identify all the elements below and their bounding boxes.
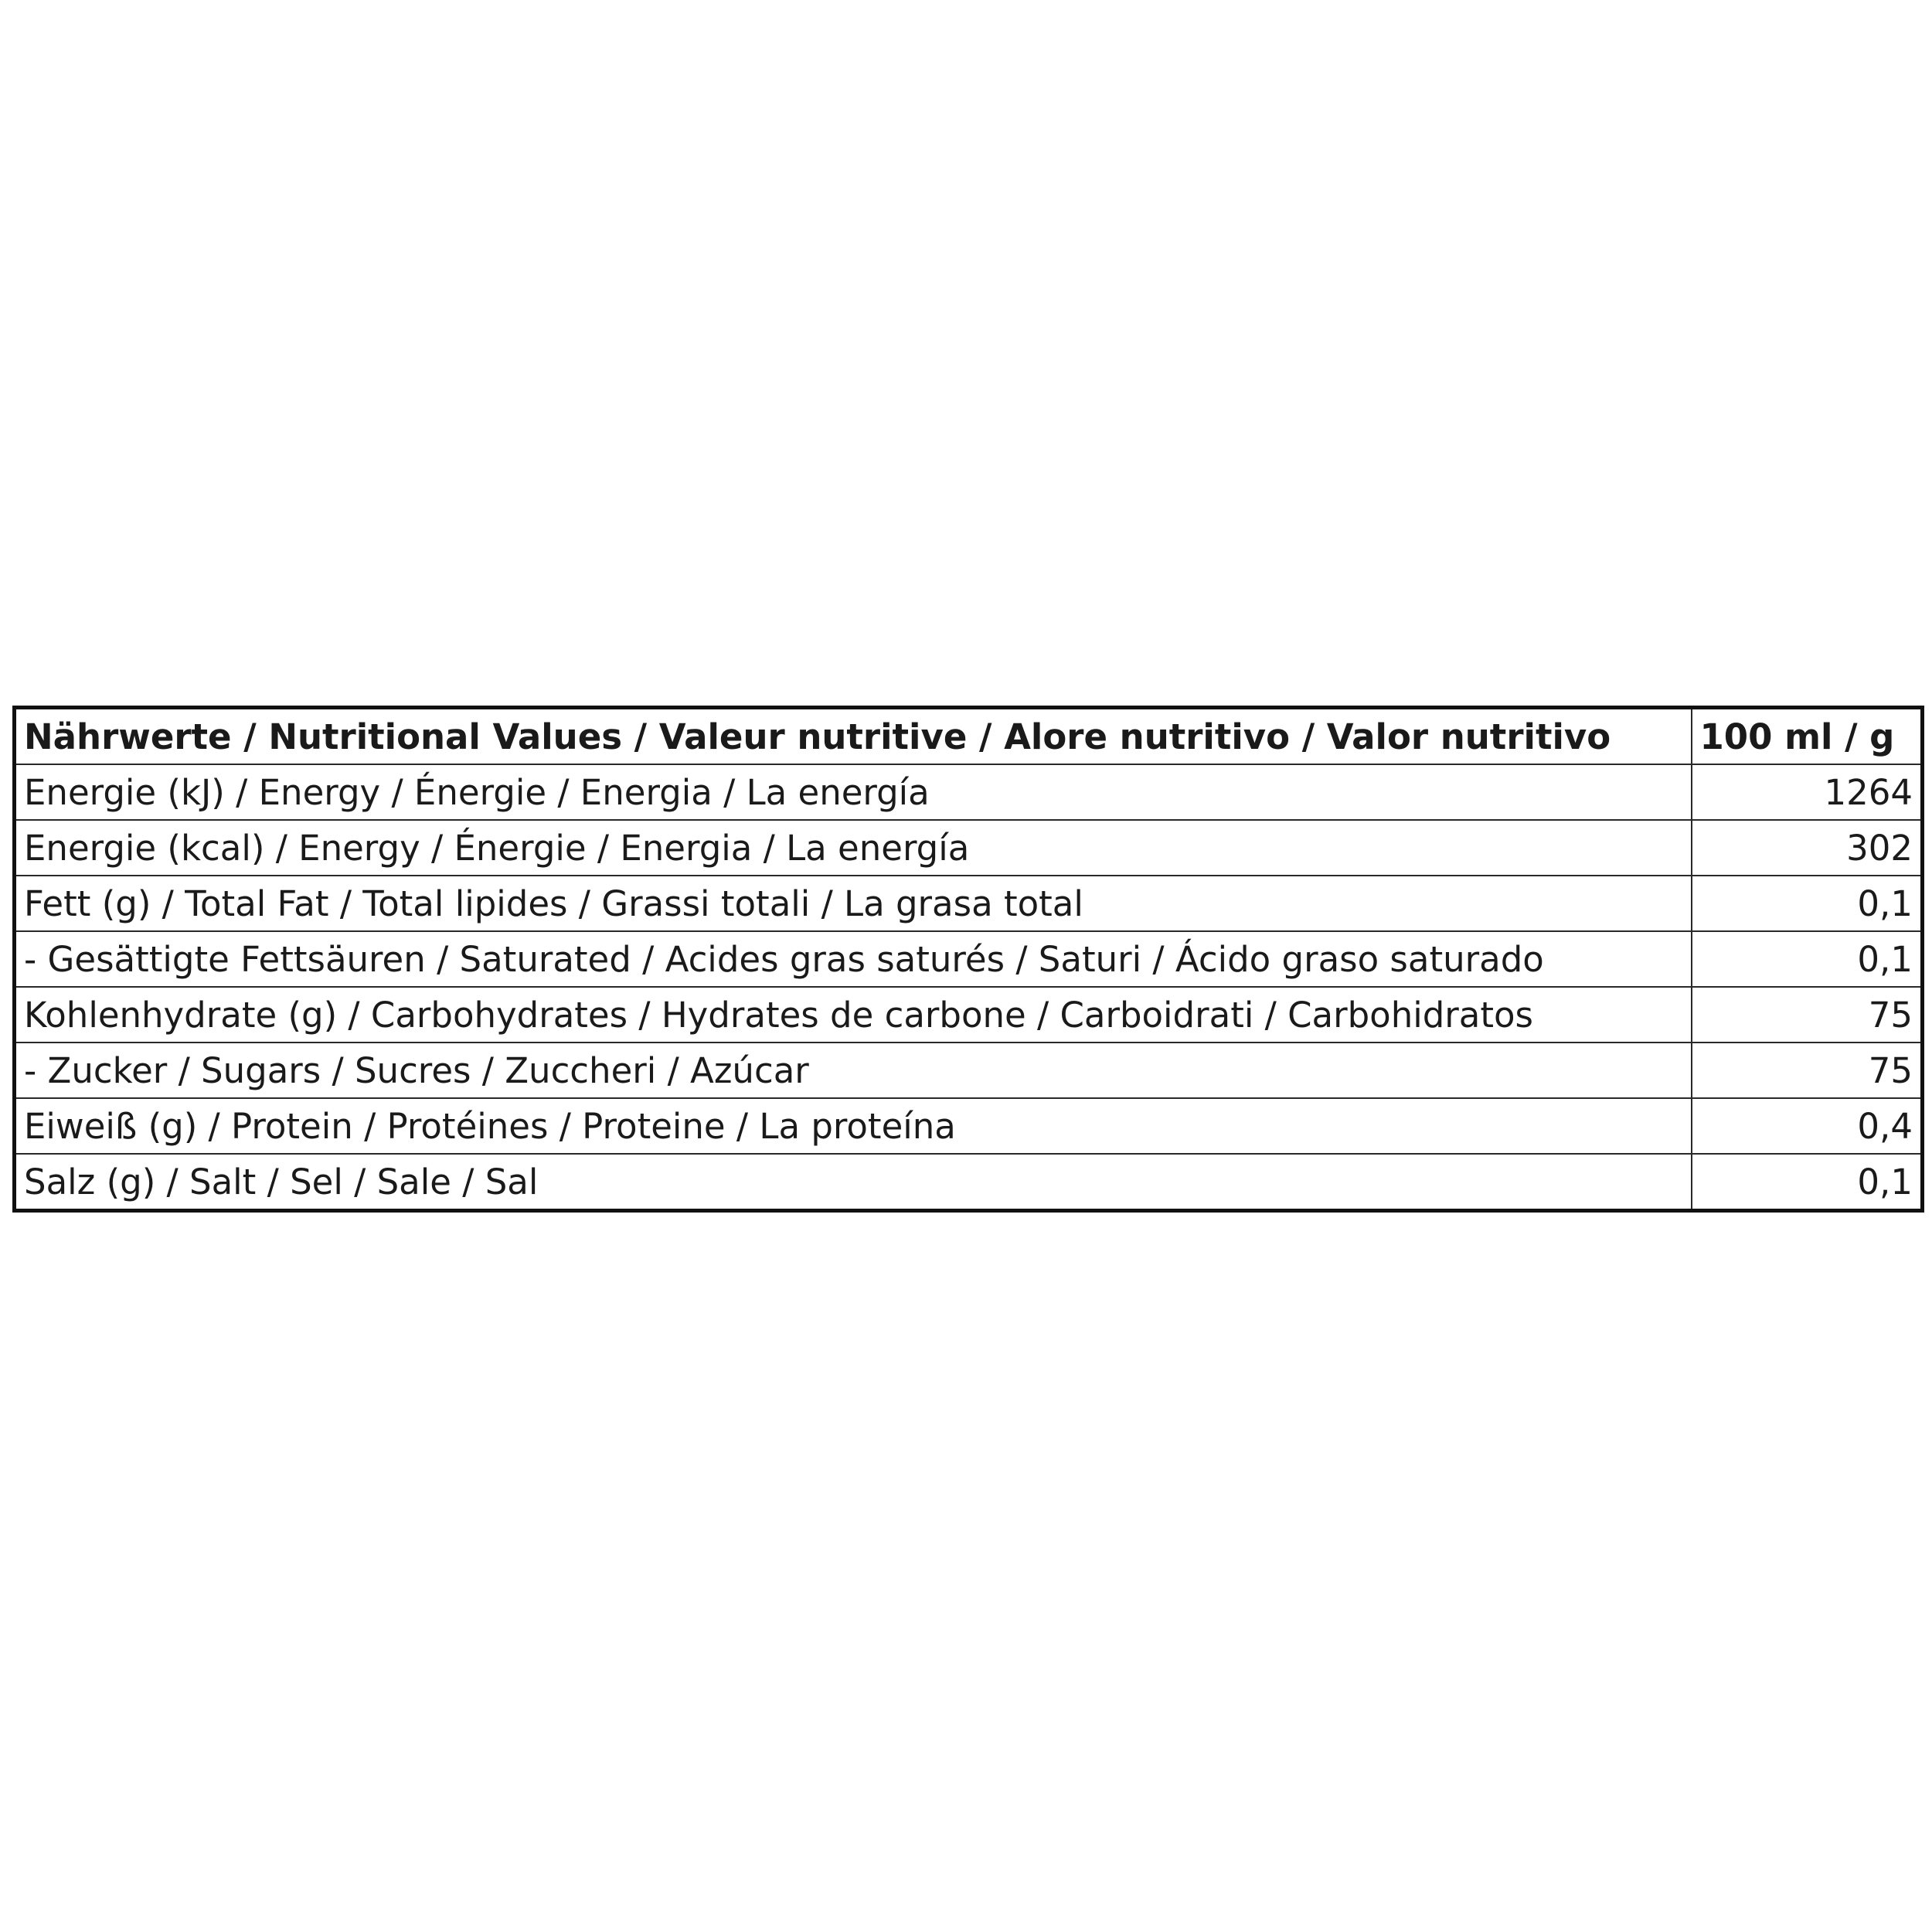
table-row <box>15 1098 1923 1154</box>
header-unit: 100 ml / g <box>1692 708 1923 765</box>
nutrition-table <box>12 706 1924 1213</box>
table-row <box>15 764 1923 820</box>
row-label: Energie (kcal) / Energy / Énergie / Energia / La energía <box>15 820 1692 876</box>
row-label: Eiweiß (g) / Protein / Protéines / Proteine / La proteína <box>15 1098 1692 1154</box>
table-row <box>15 1043 1923 1098</box>
row-value: 0,4 <box>1692 1098 1923 1154</box>
table-header-row <box>15 708 1923 765</box>
row-value: 1264 <box>1692 764 1923 820</box>
row-value: 75 <box>1692 1043 1923 1098</box>
table-row <box>15 931 1923 987</box>
header-label: Nährwerte / Nutritional Values / Valeur nutritive / Alore nutritivo / Valor nutritivo <box>15 708 1692 765</box>
row-label: Salz (g) / Salt / Sel / Sale / Sal <box>15 1154 1692 1211</box>
table-row <box>15 987 1923 1043</box>
row-label: Energie (kJ) / Energy / Énergie / Energia / La energía <box>15 764 1692 820</box>
table-row <box>15 876 1923 931</box>
row-value: 0,1 <box>1692 876 1923 931</box>
row-label: Kohlenhydrate (g) / Carbohydrates / Hydrates de carbone / Carboidrati / Carbohidratos <box>15 987 1692 1043</box>
row-value: 0,1 <box>1692 931 1923 987</box>
row-label: - Zucker / Sugars / Sucres / Zuccheri / Azúcar <box>15 1043 1692 1098</box>
table-row <box>15 820 1923 876</box>
row-label: Fett (g) / Total Fat / Total lipides / Grassi totali / La grasa total <box>15 876 1692 931</box>
row-value: 75 <box>1692 987 1923 1043</box>
row-value: 0,1 <box>1692 1154 1923 1211</box>
table-row <box>15 1154 1923 1211</box>
row-value: 302 <box>1692 820 1923 876</box>
row-label: - Gesättigte Fettsäuren / Saturated / Acides gras saturés / Saturi / Ácido graso saturado <box>15 931 1692 987</box>
